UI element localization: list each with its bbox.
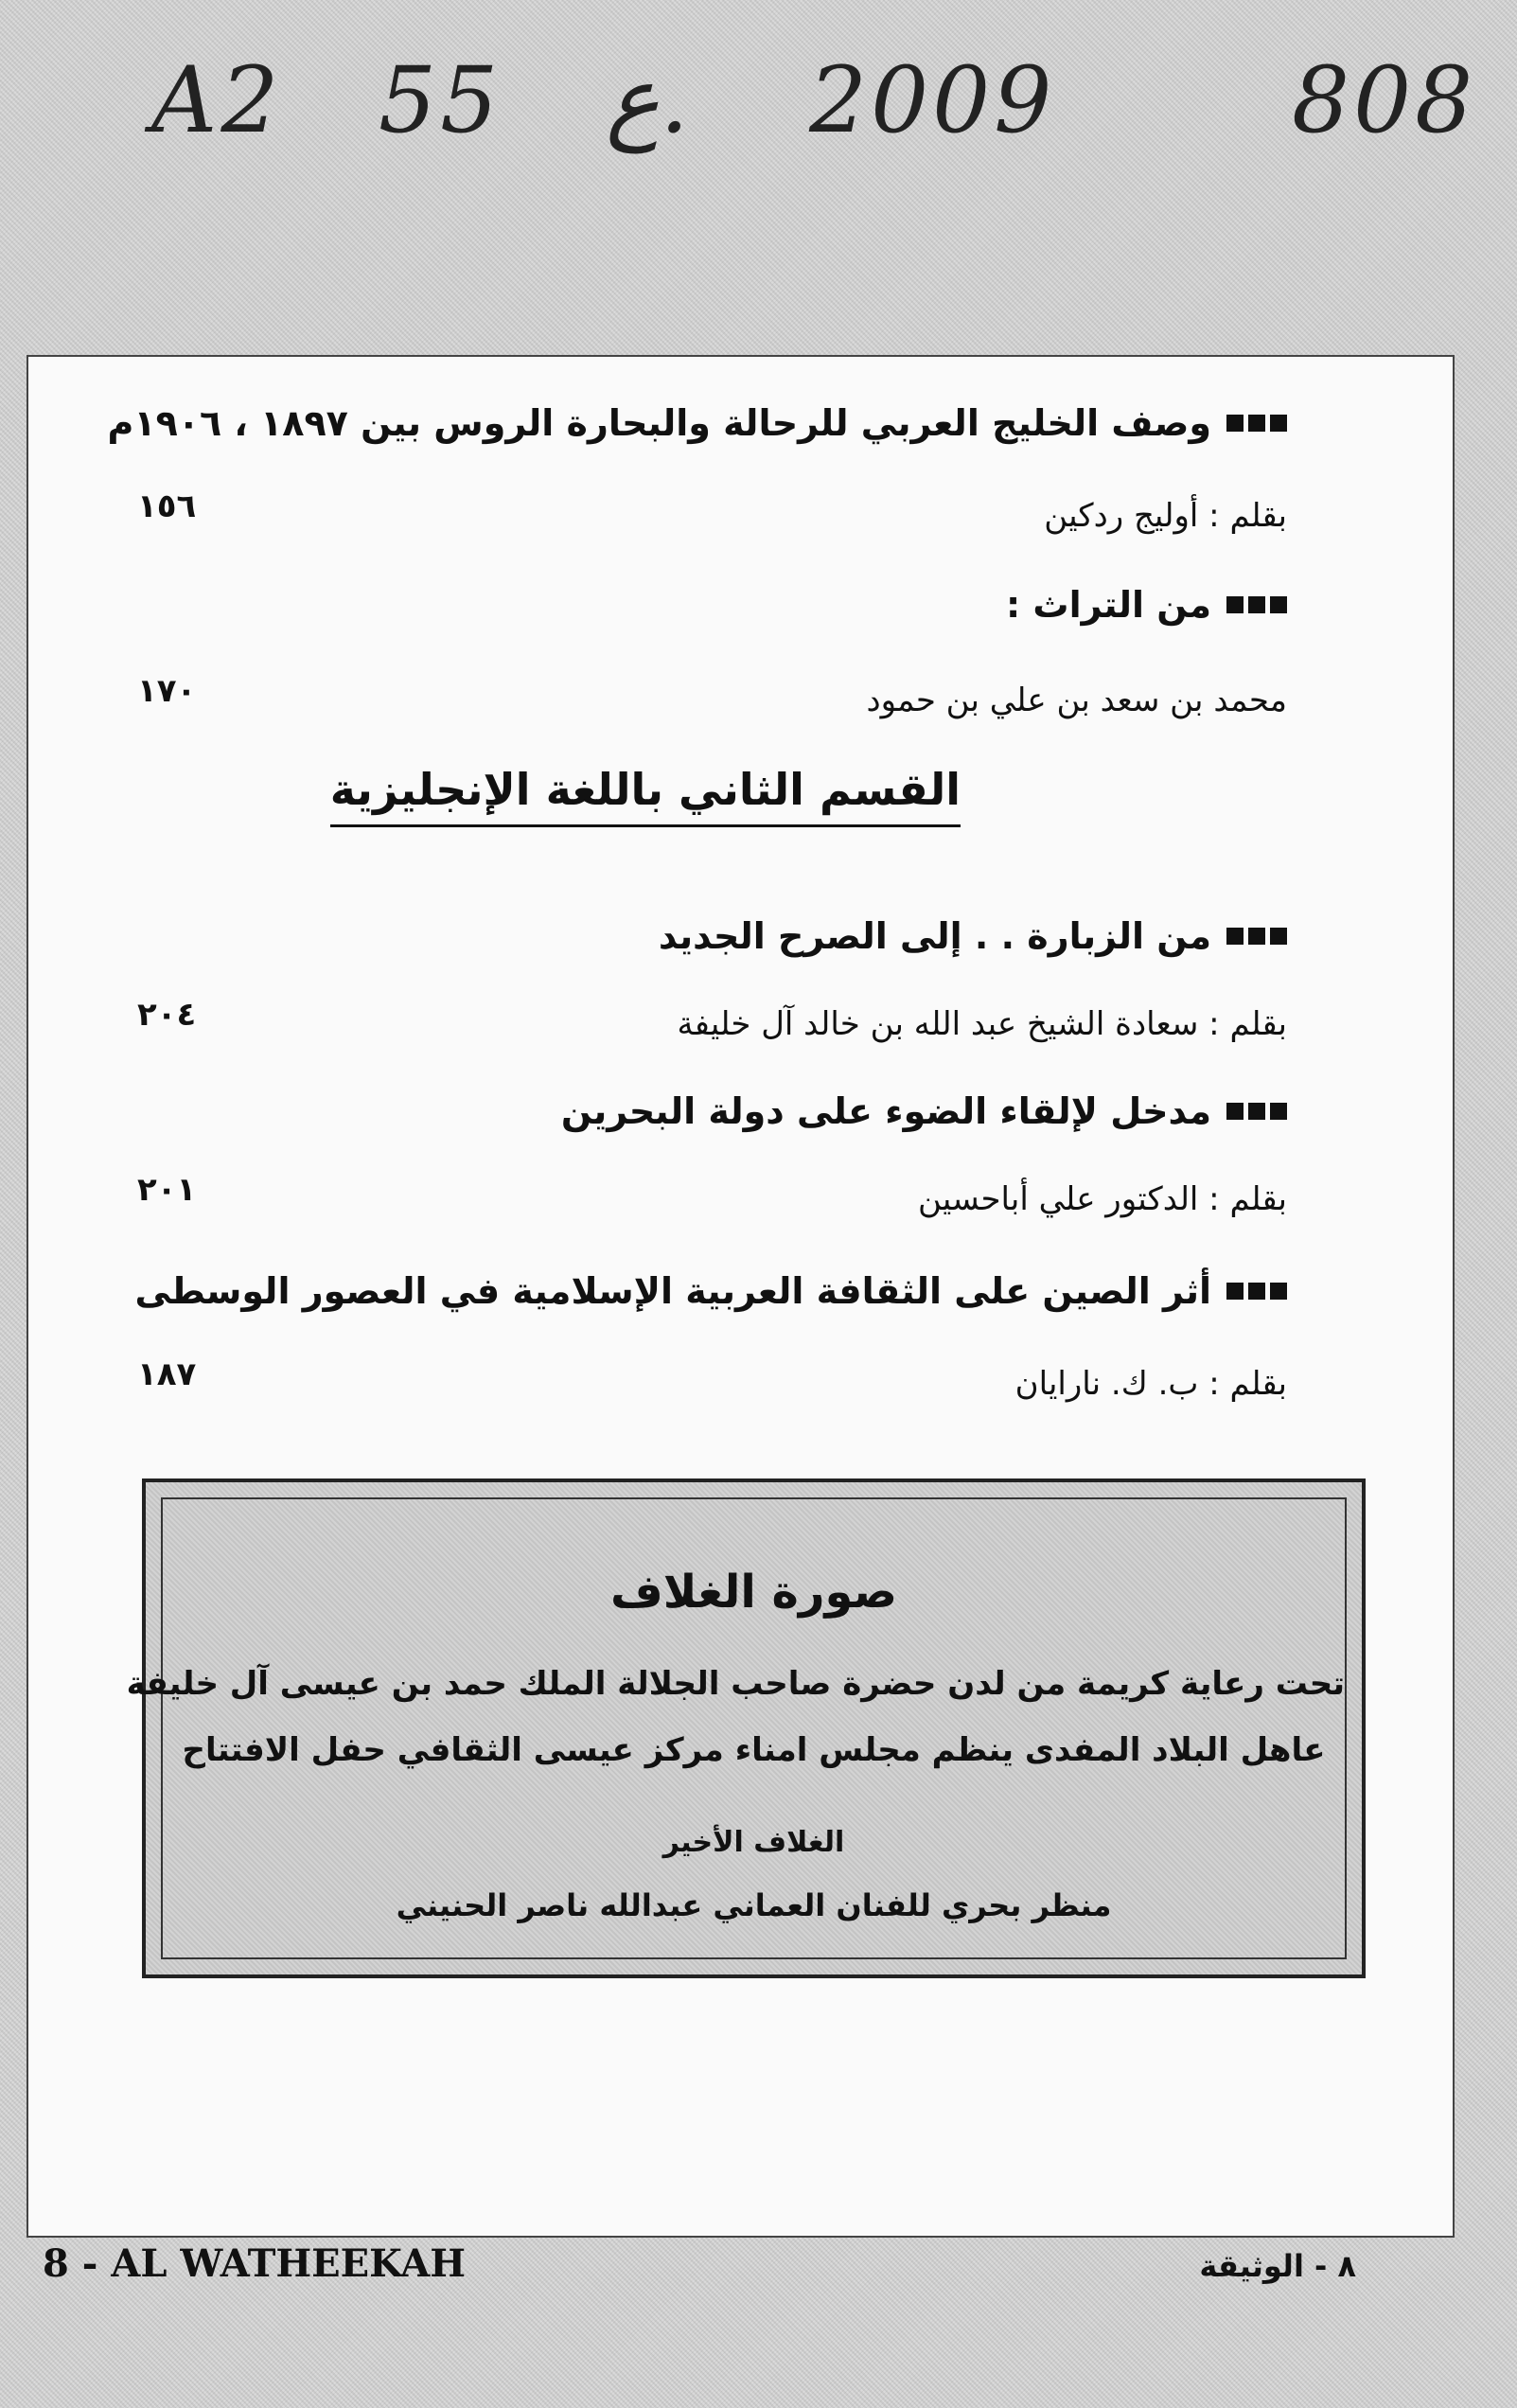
contents-box [26, 355, 1455, 2238]
toc-entry-page: ١٧٠ [137, 672, 197, 710]
toc-entry-author: بقلم : الدكتور علي أباحسين [918, 1180, 1287, 1218]
toc-entry-author: بقلم : ب. ك. نارايان [1014, 1365, 1287, 1403]
toc-entry-title: وصف الخليج العربي للرحالة والبحارة الروس بين ١٨٩٧ ، ١٩٠٦م [108, 402, 1287, 444]
bullet-icon [1226, 928, 1287, 945]
toc-entry-title: من التراث : [1006, 584, 1287, 626]
toc-entry-title: مدخل لإلقاء الضوء على دولة البحرين [561, 1090, 1287, 1132]
toc-entry-author: محمد بن سعد بن علي بن حمود [866, 682, 1287, 719]
toc-entry-page: ٢٠١ [137, 1171, 197, 1209]
handwritten-year: 2009 [809, 47, 1056, 153]
handwritten-a2: A2 [151, 47, 283, 153]
cover-caption-box [126, 1478, 1366, 1978]
toc-entry-author: بقلم : سعادة الشيخ عبد الله بن خالد آل خليفة [677, 1005, 1287, 1043]
back-cover-caption: منظر بحري للفنان العماني عبدالله ناصر الحنيني [396, 1887, 1112, 1923]
cover-caption-line: تحت رعاية كريمة من لدن حضرة صاحب الجلالة الملك حمد بن عيسى آل خليفة [126, 1665, 1345, 1703]
toc-entry-author: بقلم : أوليج ردكين [1044, 497, 1287, 535]
section-heading: القسم الثاني باللغة الإنجليزية [330, 764, 961, 827]
toc-entry-title: أثر الصين على الثقافة العربية الإسلامية في العصور الوسطى [135, 1270, 1287, 1312]
toc-entry-page: ١٨٧ [137, 1355, 197, 1393]
bullet-icon [1226, 1283, 1287, 1300]
footer-page-label-ar: ٨ - الوثيقة [1199, 2248, 1356, 2284]
bullet-icon [1226, 415, 1287, 432]
handwritten-55: 55 [379, 47, 503, 153]
toc-entry-title: من الزبارة . . إلى الصرح الجديد [659, 915, 1287, 957]
bullet-icon [1226, 596, 1287, 613]
toc-entry-page: ٢٠٤ [137, 996, 197, 1034]
back-cover-label: الغلاف الأخير [662, 1826, 845, 1859]
handwritten-808: 808 [1292, 47, 1477, 153]
handwritten-e: ع. [606, 47, 689, 153]
toc-entry-page: ١٥٦ [137, 487, 197, 525]
cover-caption-line: عاهل البلاد المفدى ينظم مجلس امناء مركز عيسى الثقافي حفل الافتتاح [182, 1731, 1326, 1769]
bullet-icon [1226, 1103, 1287, 1120]
cover-inner-frame [126, 1497, 1347, 1959]
cover-title: صورة الغلاف [610, 1566, 897, 1619]
footer-page-label-en: 8 - AL WATHEEKAH [43, 2241, 467, 2286]
